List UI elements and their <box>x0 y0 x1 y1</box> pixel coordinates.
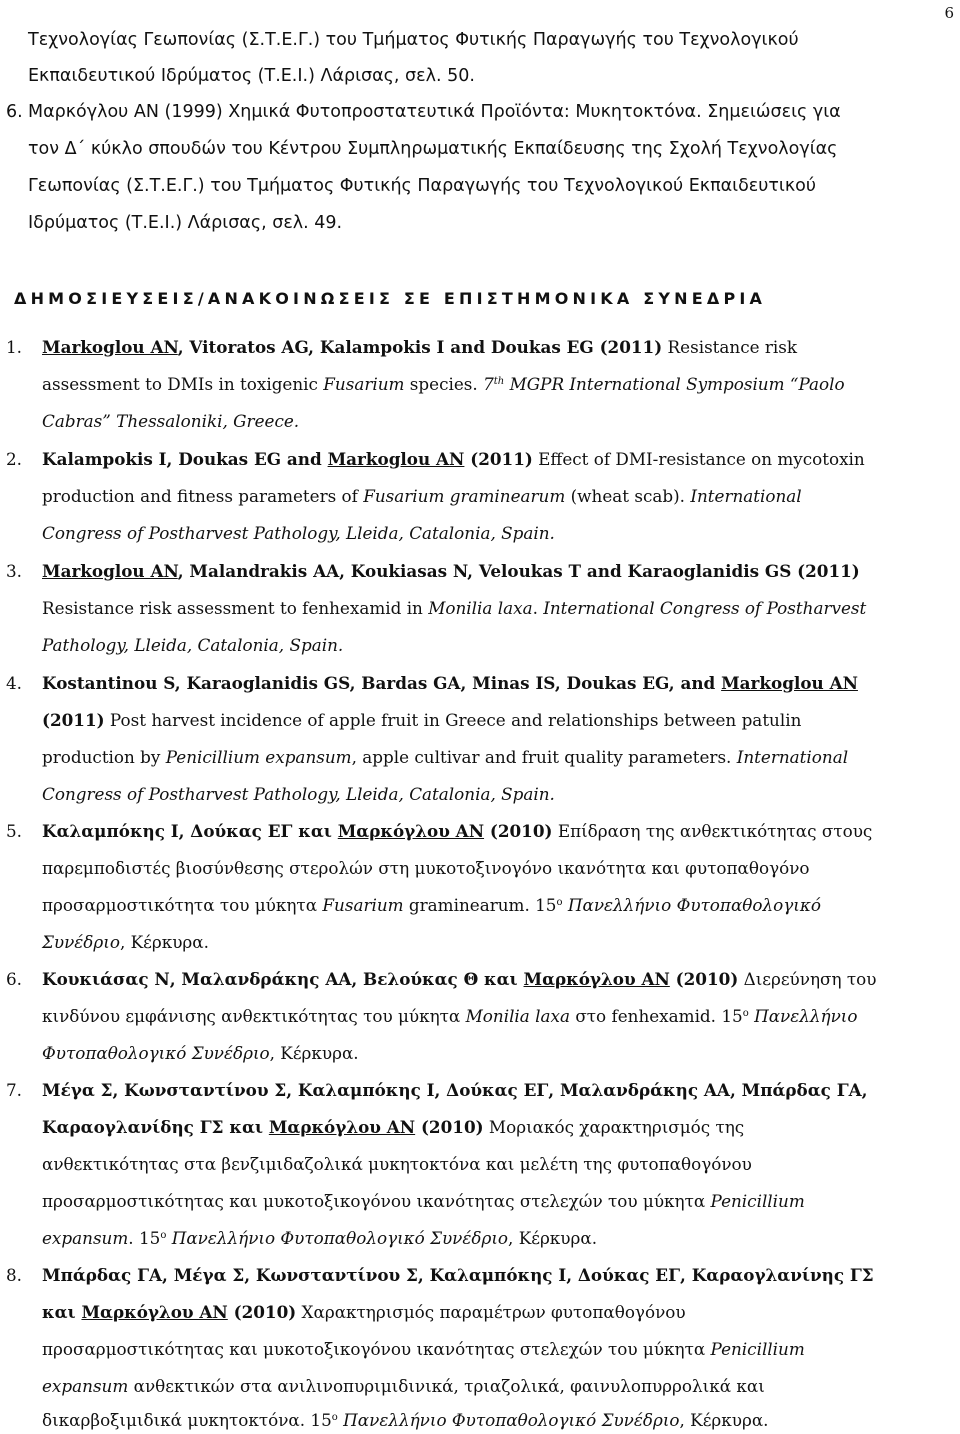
superscript: ο <box>556 897 563 908</box>
authors: και <box>42 1302 82 1322</box>
year: (2011) <box>42 710 105 730</box>
prior-item6-line4: Ιδρύματος (Τ.Ε.Ι.) Λάρισας, σελ. 49. <box>28 213 343 233</box>
title: , apple cultivar and fruit quality parameters. <box>351 747 737 767</box>
prior-item6-line1: Μαρκόγλου ΑΝ (1999) Χημικά Φυτοπροστατευτικά Προϊόντα: Μυκητοκτόνα. Σημειώσεις για <box>28 102 841 122</box>
organism: expansum <box>42 1228 129 1248</box>
page-number: 6 <box>944 4 954 22</box>
title: Επίδραση της ανθεκτικότητας στους <box>552 821 873 841</box>
highlighted-author: Μαρκόγλου ΑΝ <box>523 969 670 989</box>
item-line <box>42 895 821 915</box>
title: species. <box>404 374 484 394</box>
venue: Φυτοπαθολογικό Συνέδριο <box>42 1043 270 1063</box>
item-line <box>42 1043 359 1063</box>
authors: Μέγα Σ, Κωνσταντίνου Σ, Καλαμπόκης Ι, Δούκας ΕΓ, Μαλανδράκης ΑΑ, Μπάρδας ΓΑ, <box>42 1080 868 1100</box>
highlighted-author: Μαρκόγλου ΑΝ <box>268 1117 416 1137</box>
item-line <box>42 1228 597 1248</box>
highlighted-author: Markoglou AN <box>42 561 178 581</box>
item-line <box>42 337 797 357</box>
prior-item6-line3: Γεωπονίας (Σ.Τ.Ε.Γ.) του Τμήματος Φυτικής Παραγωγής του Τεχνολογικού Εκπαιδευτικού <box>28 176 816 196</box>
organism: Penicillium <box>710 1191 805 1211</box>
title: στο fenhexamid. 15 <box>569 1006 743 1026</box>
venue: Πανελλήνιο Φυτοπαθολογικό Συνέδριο <box>166 1228 509 1248</box>
item-line <box>42 1117 744 1137</box>
authors: Kostantinou S, Karaoglanidis GS, Bardas GA, Minas IS, Doukas EG, and <box>42 673 722 693</box>
title: production by <box>42 747 166 767</box>
title: Effect of DMI-resistance on mycotoxin <box>532 449 865 469</box>
venue: Congress of Postharvest Pathology, Lleida, Catalonia, Spain. <box>42 523 555 543</box>
highlighted-author: Μαρκόγλου ΑΝ <box>337 821 485 841</box>
title: Resistance risk <box>662 337 798 357</box>
title: κινδύνου εμφάνισης ανθεκτικότητας του μύκητα <box>42 1006 466 1026</box>
item-line <box>42 374 845 394</box>
title: δικαρβοξιμιδικά μυκητοκτόνα. 15 <box>42 1410 332 1430</box>
location: , Κέρκυρα. <box>679 1410 769 1430</box>
location: , Κέρκυρα. <box>119 932 209 952</box>
title: Resistance risk assessment to fenhexamid in <box>42 598 429 618</box>
item-number: 5. <box>6 821 23 841</box>
title: assessment to DMIs in toxigenic <box>42 374 324 394</box>
organism: Fusarium <box>323 374 405 394</box>
organism: Penicillium expansum <box>165 747 352 767</box>
location: , Κέρκυρα. <box>508 1228 598 1248</box>
venue: Pathology, Lleida, Catalonia, Spain. <box>42 635 344 655</box>
authors: Kalampokis I, Doukas EG and <box>42 449 328 469</box>
title: Μοριακός χαρακτηρισμός της <box>483 1117 745 1137</box>
venue: Cabras” Thessaloniki, Greece. <box>42 411 300 431</box>
authors: Κουκιάσας Ν, Μαλανδράκης ΑΑ, Βελούκας Θ και <box>42 969 524 989</box>
item-number: 4. <box>6 673 23 693</box>
venue: International <box>690 486 802 506</box>
prior-item6-line2: τον Δ΄ κύκλο σπουδών του Κέντρου Συμπληρωματικής Εκπαίδευσης της Σχολή Τεχνολογίας <box>28 139 838 159</box>
item-line <box>42 673 858 693</box>
title: προσαρμοστικότητας και μυκοτοξικογόνου ικανότητας στελεχών του μύκητα <box>42 1191 711 1211</box>
item-line <box>42 1410 769 1430</box>
item-line: ανθεκτικότητας στα βενζιμιδαζολικά μυκητοκτόνα και μελέτη της φυτοπαθογόνου <box>42 1154 752 1174</box>
title: . 15 <box>128 1228 161 1248</box>
title: προσαρμοστικότητα του μύκητα <box>42 895 323 915</box>
highlighted-author: Markoglou AN <box>327 449 465 469</box>
organism: Fusarium graminearum <box>363 486 566 506</box>
item-number: 2. <box>6 449 23 469</box>
item-line <box>42 710 801 730</box>
item-line <box>42 821 872 841</box>
item-line <box>42 561 860 581</box>
year: (2010) <box>415 1117 484 1137</box>
location: , Κέρκυρα. <box>269 1043 359 1063</box>
title: (wheat scab). <box>565 486 691 506</box>
item-line <box>42 1302 686 1322</box>
item-line <box>42 449 865 469</box>
item-line <box>42 969 876 989</box>
venue: Πανελλήνιο Φυτοπαθολογικό Συνέδριο <box>337 1410 680 1430</box>
item-line <box>42 1006 857 1026</box>
title: ανθεκτικών στα ανιλινοπυριμιδινικά, τριαζολικά, φαινυλοπυρρολικά και <box>128 1376 765 1396</box>
venue: Πανελλήνιο <box>748 1006 858 1026</box>
superscript: ο <box>742 1008 749 1019</box>
title: Χαρακτηρισμός παραμέτρων φυτοπαθογόνου <box>296 1302 686 1322</box>
organism: Monilia laxa <box>428 598 533 618</box>
year: (2010) <box>484 821 553 841</box>
organism: Fusarium <box>322 895 404 915</box>
highlighted-author: Markoglou AN <box>721 673 858 693</box>
title: Post harvest incidence of apple fruit in Greece and relationships between patulin <box>104 710 802 730</box>
venue: International <box>736 747 849 767</box>
item-line <box>42 747 848 767</box>
item-line <box>42 932 209 952</box>
prior-item5-line1: Τεχνολογίας Γεωπονίας (Σ.Τ.Ε.Γ.) του Τμήματος Φυτικής Παραγωγής του Τεχνολογικού <box>28 30 799 50</box>
item-number: 6. <box>6 969 23 989</box>
item-line <box>42 598 866 618</box>
title: graminearum. 15 <box>403 895 557 915</box>
authors: Μπάρδας ΓΑ, Μέγα Σ, Κωνσταντίνου Σ, Καλαμπόκης Ι, Δούκας ΕΓ, Καραογλανίνης ΓΣ <box>42 1265 874 1285</box>
section-heading: ΔΗΜΟΣΙΕΥΣΕΙΣ/ΑΝΑΚΟΙΝΩΣΕΙΣ ΣΕ ΕΠΙΣΤΗΜΟΝΙΚΑ ΣΥΝΕΔΡΙΑ <box>14 289 767 308</box>
item-line <box>42 1376 765 1396</box>
prior-item6-number: 6. <box>6 102 23 122</box>
year: (2010) <box>227 1302 297 1322</box>
venue: Συνέδριο <box>42 932 120 952</box>
title: προσαρμοστικότητας και μυκοτοξικογόνου ικανότητας στελεχών του μύκητα <box>42 1339 711 1359</box>
authors: Καραογλανίδης ΓΣ και <box>42 1117 269 1137</box>
superscript: ο <box>331 1412 338 1423</box>
item-number: 8. <box>6 1265 23 1285</box>
authors: , Malandrakis AA, Koukiasas N, Veloukas T and Karaoglanidis GS (2011) <box>177 561 860 581</box>
authors: , Vitoratos AG, Kalampokis I and Doukas EG (2011) <box>177 337 663 357</box>
organism: Monilia laxa <box>465 1006 570 1026</box>
item-line <box>42 1191 805 1211</box>
organism: Penicillium <box>710 1339 805 1359</box>
title: Διερεύνηση του <box>738 969 877 989</box>
superscript: ο <box>160 1230 167 1241</box>
item-number: 7. <box>6 1080 23 1100</box>
authors: Καλαμπόκης Ι, Δούκας ΕΓ και <box>42 821 338 841</box>
venue: International Congress of Postharvest <box>543 598 867 618</box>
title: . <box>532 598 544 618</box>
highlighted-author: Markoglou AN <box>42 337 178 357</box>
item-number: 3. <box>6 561 23 581</box>
year: (2011) <box>464 449 533 469</box>
item-line <box>42 1339 805 1359</box>
year: (2010) <box>669 969 739 989</box>
venue: Πανελλήνιο Φυτοπαθολογικό <box>562 895 821 915</box>
item-line <box>42 486 802 506</box>
title: production and fitness parameters of <box>42 486 364 506</box>
item-number: 1. <box>6 337 23 357</box>
venue: Congress of Postharvest Pathology, Lleida, Catalonia, Spain. <box>42 784 555 804</box>
highlighted-author: Μαρκόγλου ΑΝ <box>81 1302 228 1322</box>
venue: 7th MGPR International Symposium “Paolo <box>483 374 845 394</box>
item-line: παρεμποδιστές βιοσύνθεσης στερολών στη μυκοτοξινογόνο ικανότητα και φυτοπαθογόνο <box>42 858 810 878</box>
organism: expansum <box>42 1376 129 1396</box>
prior-item5-line2: Εκπαιδευτικού Ιδρύματος (Τ.Ε.Ι.) Λάρισας, σελ. 50. <box>28 66 475 86</box>
